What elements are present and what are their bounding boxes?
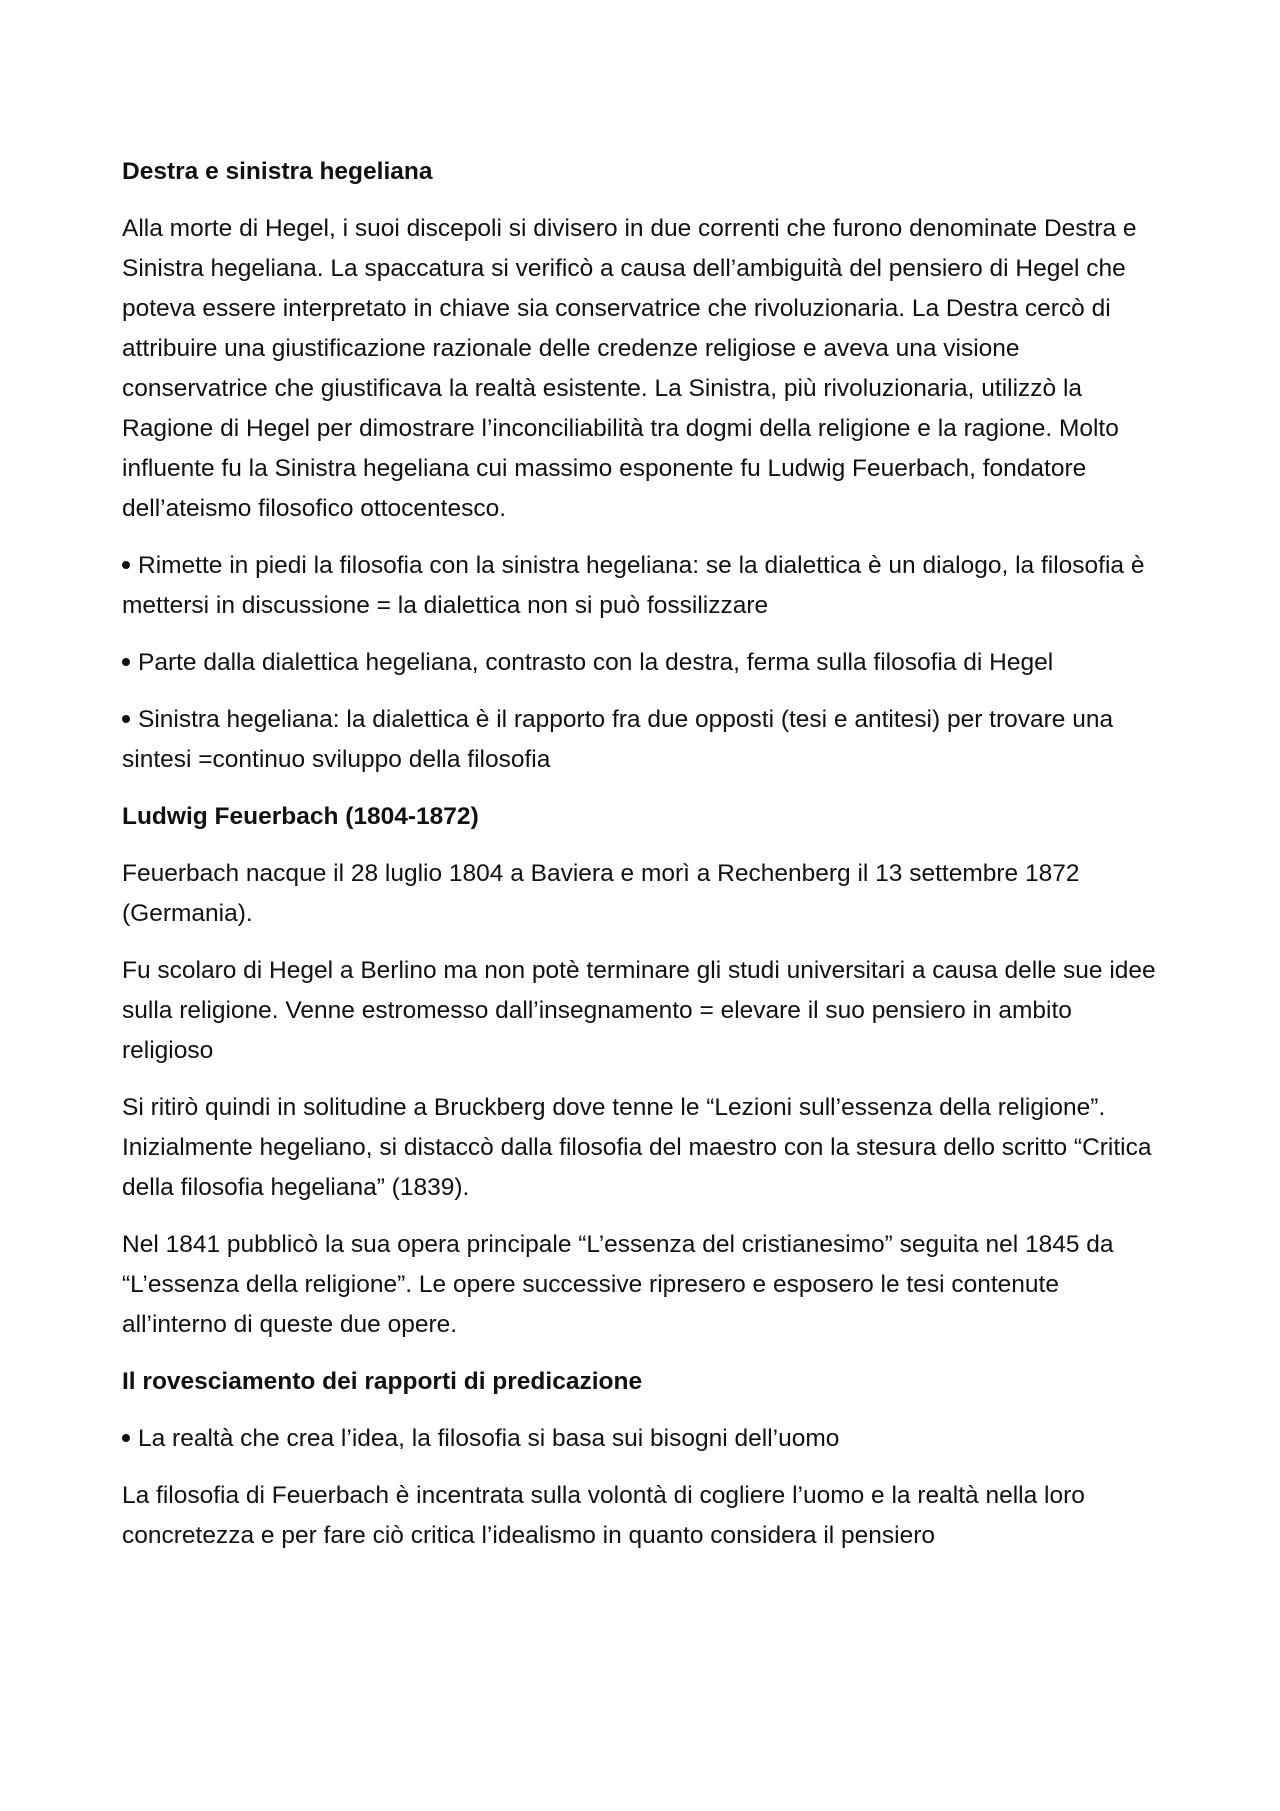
paragraph-concretezza: La filosofia di Feuerbach è incentrata sulla volontà di cogliere l’uomo e la realtà nella loro concretezza e per fare ciò critica l’idealismo in quanto considera il pensiero <box>122 1482 1085 1549</box>
section-heading-destra-sinistra: Destra e sinistra hegeliana <box>122 158 433 185</box>
paragraph-bruckberg: Si ritirò quindi in solitudine a Bruckberg dove tenne le “Lezioni sull’essenza della religione”. Inizialmente hegeliano, si distaccò dalla filosofia del maestro con la stesura dello scritto “Critica della filosofia hegeliana” (1839). <box>122 1094 1152 1201</box>
bullet-item <box>122 643 1162 683</box>
bullet-text: Parte dalla dialettica hegeliana, contrasto con la destra, ferma sulla filosofia di Hegel <box>138 649 1054 676</box>
bullet-item <box>122 1419 1162 1459</box>
paragraph-birth-death: Feuerbach nacque il 28 luglio 1804 a Baviera e morì a Rechenberg il 13 settembre 1872 (Germania). <box>122 860 1080 927</box>
paragraph-student: Fu scolaro di Hegel a Berlino ma non potè terminare gli studi universitari a causa delle sue idee sulla religione. Venne estromesso dall’insegnamento = elevare il suo pensiero in ambito religioso <box>122 957 1156 1064</box>
bullet-item <box>122 700 1162 780</box>
paragraph-works: Nel 1841 pubblicò la sua opera principale “L’essenza del cristianesimo” seguita nel 1845 da “L’essenza della religione”. Le opere successive ripresero e esposero le tesi contenute all’interno di queste due opere. <box>122 1231 1114 1338</box>
section-heading-feuerbach: Ludwig Feuerbach (1804-1872) <box>122 803 479 830</box>
bullet-icon <box>122 658 130 666</box>
document-body <box>122 152 1162 1573</box>
bullet-text: Rimette in piedi la filosofia con la sinistra hegeliana: se la dialettica è un dialogo, la filosofia è mettersi in discussione = la dialettica non si può fossilizzare <box>122 552 1145 619</box>
bullet-text: La realtà che crea l’idea, la filosofia si basa sui bisogni dell’uomo <box>138 1425 840 1452</box>
bullet-item <box>122 546 1162 626</box>
bullet-icon <box>122 1434 130 1442</box>
bullet-icon <box>122 715 130 723</box>
section-heading-rovesciamento: Il rovesciamento dei rapporti di predicazione <box>122 1368 643 1395</box>
paragraph-hegel-death: Alla morte di Hegel, i suoi discepoli si divisero in due correnti che furono denominate Destra e Sinistra hegeliana. La spaccatura si verificò a causa dell’ambiguità del pensiero di Hegel che poteva essere interpretato in chiave sia conservatrice che rivoluzionaria. La Destra cercò di attribuire una giustificazione razionale delle credenze religiose e aveva una visione conservatrice che giustificava la realtà esistente. La Sinistra, più rivoluzionaria, utilizzò la Ragione di Hegel per dimostrare l’inconciliabilità tra dogmi della religione e la ragione. Molto influente fu la Sinistra hegeliana cui massimo esponente fu Ludwig Feuerbach, fondatore dell’ateismo filosofico ottocentesco. <box>122 215 1137 522</box>
bullet-icon <box>122 561 130 569</box>
bullet-text: Sinistra hegeliana: la dialettica è il rapporto fra due opposti (tesi e antitesi) per trovare una sintesi =continuo sviluppo della filosofia <box>122 706 1114 773</box>
